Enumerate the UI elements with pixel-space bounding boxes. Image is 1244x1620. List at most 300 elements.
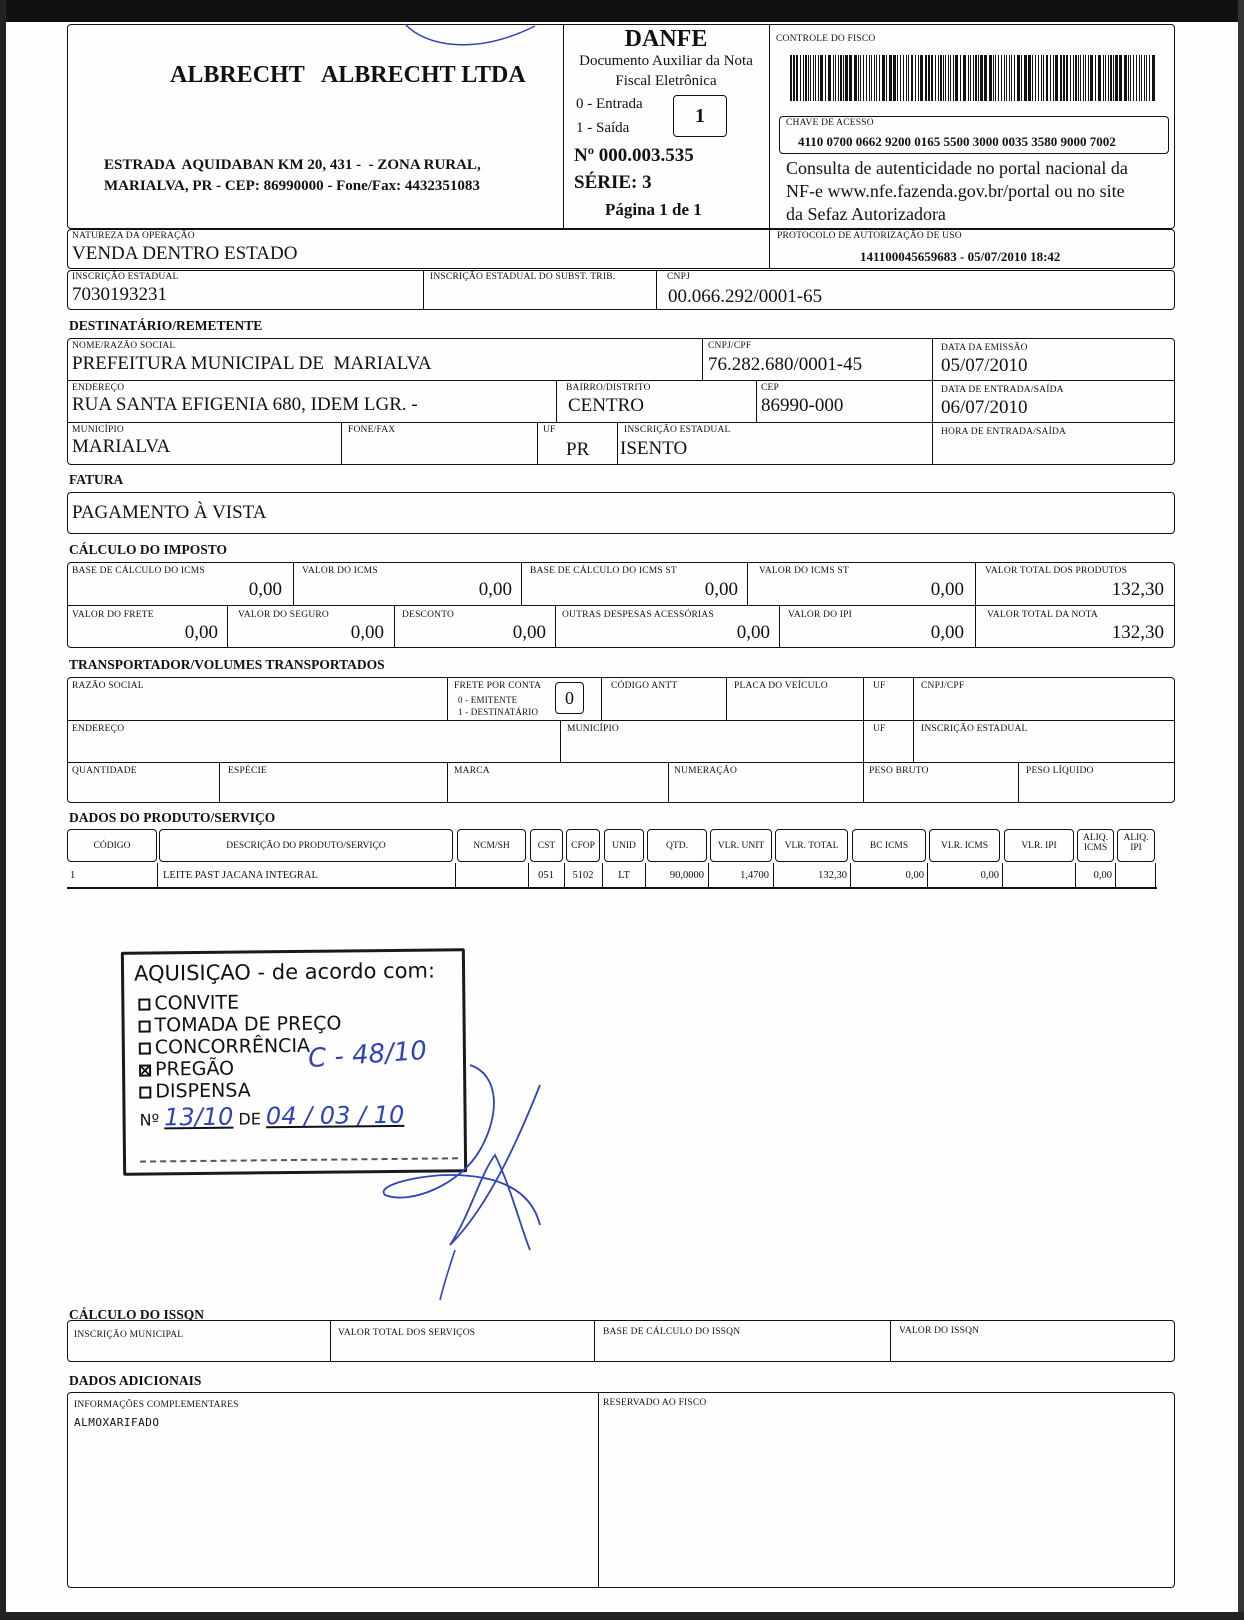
dest-uf-label: UF — [543, 425, 556, 435]
emitter-address-line1: ESTRADA AQUIDABAN KM 20, 431 - - ZONA RURAL, — [104, 157, 481, 173]
cell-descricao: LEITE PAST JACANA INTEGRAL — [163, 870, 318, 881]
imposto-row-line — [67, 605, 1175, 606]
th-aliq-icms: ALIQ. ICMS — [1082, 833, 1109, 853]
destinatario-section-title: DESTINATÁRIO/REMETENTE — [69, 318, 263, 333]
barcode-bar — [808, 55, 809, 101]
barcode-bar — [911, 55, 913, 101]
stamp-option-pregao-label: PREGÃO — [154, 1057, 235, 1081]
danfe-serie: SÉRIE: 3 — [574, 172, 652, 193]
stamp-option-dispensa — [139, 1079, 251, 1102]
cell-vunit: 1,4700 — [740, 870, 769, 881]
th-cst: CST — [537, 841, 556, 851]
transporte-frame — [67, 677, 1175, 803]
barcode-bar — [908, 55, 909, 101]
consulta-line2: NF-e www.nfe.fazenda.gov.br/portal ou no site — [786, 181, 1125, 201]
adicionais-section-title: DADOS ADICIONAIS — [69, 1373, 202, 1388]
barcode-bar — [968, 55, 969, 101]
barcode-bar — [975, 55, 977, 101]
danfe-title: DANFE — [624, 26, 708, 52]
barcode-bar — [871, 55, 872, 101]
cnpj-label: CNPJ — [667, 272, 690, 282]
barcode-bar — [953, 55, 954, 101]
th-qtd: QTD. — [666, 841, 688, 851]
barcode-bar — [810, 55, 811, 101]
barcode-bar — [815, 55, 816, 101]
barcode-bar — [1119, 55, 1122, 101]
row-div-5 — [602, 863, 603, 887]
barcode-bar — [1032, 55, 1033, 101]
transp-frete-op0: 0 - EMITENTE — [458, 695, 518, 705]
barcode-bar — [825, 55, 826, 101]
v-st-label: VALOR DO ICMS ST — [759, 566, 849, 576]
natureza-value: VENDA DENTRO ESTADO — [72, 243, 298, 264]
scan-top-edge — [0, 0, 1244, 22]
transp-ie-label: INSCRIÇÃO ESTADUAL — [921, 724, 1028, 734]
barcode-bar — [918, 55, 919, 101]
barcode-bar — [906, 55, 907, 101]
th-vipi: VLR. IPI — [1021, 841, 1057, 851]
dest-cep-label: CEP — [761, 383, 780, 393]
adicionais-frame — [67, 1392, 1175, 1588]
barcode-bar — [843, 55, 844, 101]
tr-div-2 — [601, 677, 602, 720]
cell-aliq-icms: 0,00 — [1093, 870, 1112, 881]
transp-line-2 — [67, 762, 1175, 763]
natureza-divider — [769, 229, 770, 269]
frete-value: 0,00 — [184, 622, 218, 643]
transp-antt-label: CÓDIGO ANTT — [611, 681, 678, 691]
desconto-value: 0,00 — [512, 622, 546, 643]
stamp-option-tomada — [138, 1013, 341, 1037]
barcode-bar — [1075, 55, 1077, 101]
danfe-numero: Nº 000.003.535 — [574, 145, 694, 166]
cell-codigo: 1 — [70, 870, 76, 881]
danfe-subtitle-2: Fiscal Eletrônica — [615, 73, 717, 89]
barcode-bar — [1046, 55, 1048, 101]
outras-label: OUTRAS DESPESAS ACESSÓRIAS — [562, 610, 714, 620]
barcode-bar — [1105, 55, 1106, 101]
transp-frete-box — [555, 682, 584, 714]
cell-unid: LT — [618, 870, 630, 881]
ie-st-label: INSCRIÇÃO ESTADUAL DO SUBST. TRIB. — [430, 272, 616, 282]
dest-emissao-label: DATA DA EMISSÃO — [941, 343, 1028, 353]
row-div-2 — [455, 863, 456, 887]
barcode-bar — [800, 55, 801, 101]
barcode-bar — [1108, 55, 1109, 101]
barcode-bar — [1035, 55, 1036, 101]
barcode-bar — [790, 55, 792, 101]
produtos-section-title: DADOS DO PRODUTO/SERVIÇO — [69, 810, 276, 825]
barcode-bar — [1152, 55, 1155, 101]
barcode-bar — [940, 55, 942, 101]
scan-right-edge — [1238, 0, 1244, 1620]
ipi-label: VALOR DO IPI — [788, 610, 852, 620]
barcode-bar — [973, 55, 974, 101]
dest-bairro-label: BAIRRO/DISTRITO — [566, 383, 651, 393]
dest-municipio: MARIALVA — [72, 436, 171, 457]
imp-div-3 — [747, 562, 748, 605]
seguro-value: 0,00 — [350, 622, 384, 643]
frete-label: VALOR DO FRETE — [72, 610, 154, 620]
row-div-1 — [157, 863, 158, 887]
barcode-bar — [1128, 55, 1129, 101]
controle-fisco-label: CONTROLE DO FISCO — [776, 34, 876, 44]
transp-municipio-label: MUNICÍPIO — [567, 724, 619, 734]
transp-frete-label: FRETE POR CONTA — [454, 681, 542, 691]
th-aliq-ipi: ALIQ. IPI — [1123, 833, 1149, 853]
barcode-bar — [882, 55, 885, 101]
v-icms-value: 0,00 — [478, 579, 512, 600]
barcode-bar — [1073, 55, 1074, 101]
stamp-option-concorrencia — [139, 1035, 310, 1059]
th-vicms: VLR. ICMS — [941, 841, 988, 851]
stamp-de: DE — [238, 1109, 262, 1129]
desconto-label: DESCONTO — [402, 610, 455, 620]
dest-cep: 86990-000 — [761, 395, 844, 416]
barcode-bar — [828, 55, 831, 101]
barcode-bar — [863, 55, 864, 101]
row-div-6 — [645, 863, 646, 887]
barcode-bar — [984, 55, 987, 101]
row-div-9 — [850, 863, 851, 887]
transp-numeracao-label: NUMERAÇÃO — [674, 766, 738, 776]
barcode-bar — [1017, 55, 1020, 101]
fisco-reservado-label: RESERVADO AO FISCO — [603, 1398, 707, 1408]
stamp-option-convite-label: CONVITE — [154, 991, 240, 1015]
barcode-bar — [838, 55, 839, 101]
checkbox-dispensa — [139, 1086, 151, 1098]
dest-emissao: 05/07/2010 — [941, 355, 1028, 376]
barcode-bar — [1041, 55, 1042, 101]
stamp-option-dispensa-label: DISPENSA — [155, 1079, 251, 1103]
dest-entrada-label: DATA DE ENTRADA/SAÍDA — [941, 385, 1064, 395]
row-div-8 — [773, 863, 774, 887]
danfe-saida: 1 - Saída — [576, 120, 630, 136]
barcode-bar — [793, 55, 795, 101]
barcode-bar — [1011, 55, 1012, 101]
ie-row — [67, 270, 1175, 310]
tr-div-10 — [1018, 762, 1019, 803]
barcode-bar — [1053, 55, 1054, 101]
issqn-vserv-label: VALOR TOTAL DOS SERVIÇOS — [338, 1328, 476, 1338]
dest-ie: ISENTO — [620, 438, 688, 459]
imp-div-1 — [293, 562, 294, 605]
outras-value: 0,00 — [736, 622, 770, 643]
ie-divider-1 — [423, 270, 424, 310]
th-vtotal: VLR. TOTAL — [784, 841, 839, 851]
dest-bairro: CENTRO — [568, 395, 644, 416]
checkbox-tomada — [139, 1020, 151, 1032]
fatura-texto: PAGAMENTO À VISTA — [72, 502, 267, 523]
barcode-bar — [1021, 55, 1022, 101]
transp-line-1 — [67, 720, 1175, 721]
transp-bruto-label: PESO BRUTO — [869, 766, 929, 776]
barcode-bar — [840, 55, 842, 101]
row-div-13 — [1115, 863, 1116, 887]
barcode-bar — [1136, 55, 1137, 101]
issqn-div-1 — [330, 1320, 331, 1362]
barcode-bar — [920, 55, 923, 101]
tr-div-1 — [447, 677, 448, 720]
v-st-value: 0,00 — [930, 579, 964, 600]
issqn-im-label: INSCRIÇÃO MUNICIPAL — [74, 1330, 184, 1340]
transp-frete-op1: 1 - DESTINATÁRIO — [458, 707, 539, 717]
barcode-bar — [900, 55, 901, 101]
v-prod-label: VALOR TOTAL DOS PRODUTOS — [985, 566, 1128, 576]
barcode-bar — [925, 55, 927, 101]
transp-uf2-label: UF — [873, 724, 886, 734]
barcode-bar — [1028, 55, 1031, 101]
cell-bc: 0,00 — [905, 870, 924, 881]
consulta-line3: da Sefaz Autorizadora — [786, 204, 946, 224]
barcode-bar — [1139, 55, 1140, 101]
barcode-bar — [897, 55, 898, 101]
barcode-bar — [1115, 55, 1118, 101]
barcode-bar — [989, 55, 992, 101]
barcode-bar — [820, 55, 823, 101]
tr-div-6 — [560, 720, 561, 762]
emitter-address-line2: MARIALVA, PR - CEP: 86990000 - Fone/Fax: 4432351083 — [104, 178, 480, 194]
barcode-bar — [893, 55, 896, 101]
barcode-bar — [1088, 55, 1089, 101]
transp-frete-value: 0 — [565, 688, 574, 708]
barcode-bar — [970, 55, 971, 101]
barcode-bar — [1070, 55, 1071, 101]
barcode-bar — [1146, 55, 1147, 101]
transporte-section-title: TRANSPORTADOR/VOLUMES TRANSPORTADOS — [69, 657, 385, 672]
tr-div-4 — [863, 677, 864, 803]
v-nota-label: VALOR TOTAL DA NOTA — [987, 610, 1098, 620]
issqn-div-2 — [594, 1320, 595, 1362]
dest-endereco-label: ENDEREÇO — [72, 383, 125, 393]
imp-div-5 — [227, 605, 228, 648]
fatura-section-title: FATURA — [69, 472, 124, 487]
stamp-option-tomada-label: TOMADA DE PREÇO — [154, 1012, 342, 1037]
consulta-line1: Consulta de autenticidade no portal nacional da — [786, 158, 1128, 178]
barcode-bar — [948, 55, 949, 101]
natureza-label: NATUREZA DA OPERAÇÃO — [72, 231, 195, 241]
danfe-tipo-box — [673, 95, 727, 137]
barcode-bar — [1130, 55, 1131, 101]
ie-label: INSCRIÇÃO ESTADUAL — [72, 272, 179, 282]
issqn-div-3 — [890, 1320, 891, 1362]
barcode-bar — [869, 55, 870, 101]
barcode-bar — [1095, 55, 1096, 101]
barcode-bar — [1038, 55, 1039, 101]
chave-acesso: 4110 0700 0662 9200 0165 5500 3000 0035 3580 9000 7002 — [798, 134, 1116, 149]
v-prod-value: 132,30 — [1111, 579, 1164, 600]
barcode-bar — [1004, 55, 1005, 101]
barcode-bar — [796, 55, 798, 101]
emitter-name: ALBRECHT ALBRECHT LTDA — [170, 62, 526, 88]
barcode-bar — [945, 55, 946, 101]
barcode-bar — [1001, 55, 1002, 101]
row-div-14 — [1155, 863, 1156, 887]
barcode-bar — [915, 55, 916, 101]
barcode-bar — [1098, 55, 1101, 101]
dest-municipio-label: MUNICÍPIO — [72, 425, 124, 435]
ipi-value: 0,00 — [930, 622, 964, 643]
barcode-bar — [938, 55, 939, 101]
barcode — [790, 55, 1156, 101]
row-div-12 — [1075, 863, 1076, 887]
barcode-bar — [833, 55, 834, 101]
barcode-bar — [963, 55, 966, 101]
dest-ie-label: INSCRIÇÃO ESTADUAL — [624, 425, 731, 435]
tr-div-7 — [219, 762, 220, 803]
protocolo-value: 141100045659683 - 05/07/2010 18:42 — [860, 249, 1061, 264]
stamp-title: AQUISIÇAO - de acordo com: — [133, 958, 436, 986]
dest-div-6 — [537, 422, 538, 465]
tr-div-5 — [913, 677, 914, 762]
barcode-bar — [980, 55, 983, 101]
stamp-numero-row — [139, 1100, 405, 1132]
barcode-bar — [1055, 55, 1058, 101]
barcode-bar — [858, 55, 859, 101]
th-descricao: DESCRIÇÃO DO PRODUTO/SERVIÇO — [226, 841, 386, 851]
dest-div-5 — [341, 422, 342, 465]
info-label: INFORMAÇÕES COMPLEMENTARES — [74, 1400, 239, 1410]
danfe-entrada: 0 - Entrada — [576, 96, 643, 112]
barcode-bar — [928, 55, 930, 101]
barcode-bar — [860, 55, 861, 101]
danfe-subtitle-1: Documento Auxiliar da Nota — [579, 53, 753, 69]
cell-cfop: 5102 — [572, 870, 594, 881]
barcode-bar — [879, 55, 880, 101]
barcode-bar — [889, 55, 892, 101]
v-nota-value: 132,30 — [1111, 622, 1164, 643]
imposto-section-title: CÁLCULO DO IMPOSTO — [69, 542, 228, 557]
barcode-bar — [1050, 55, 1051, 101]
barcode-bar — [813, 55, 814, 101]
tr-div-9 — [668, 762, 669, 803]
row-div-10 — [927, 863, 928, 887]
barcode-bar — [1080, 55, 1081, 101]
th-cfop: CFOP — [571, 841, 595, 851]
barcode-bar — [1110, 55, 1112, 101]
transp-marca-label: MARCA — [454, 766, 490, 776]
barcode-bar — [1009, 55, 1010, 101]
barcode-bar — [943, 55, 944, 101]
imp-div-2 — [521, 562, 522, 605]
ie-value: 7030193231 — [72, 284, 167, 305]
dest-div-3 — [556, 380, 557, 422]
dest-nome-label: NOME/RAZÃO SOCIAL — [72, 341, 176, 351]
tr-div-8 — [447, 762, 448, 803]
dest-cnpj-label: CNPJ/CPF — [708, 341, 752, 351]
transp-endereco-label: ENDEREÇO — [72, 724, 125, 734]
barcode-bar — [1043, 55, 1044, 101]
barcode-bar — [1090, 55, 1093, 101]
danfe-tipo: 1 — [695, 105, 705, 127]
barcode-bar — [1006, 55, 1007, 101]
barcode-bar — [805, 55, 807, 101]
handwritten-reference: C - 48/10 — [307, 1035, 428, 1075]
barcode-bar — [903, 55, 904, 101]
barcode-bar — [1133, 55, 1134, 101]
bc-icms-value: 0,00 — [248, 579, 282, 600]
dest-div-4 — [756, 380, 757, 422]
dest-div-7 — [617, 422, 618, 465]
barcode-bar — [1024, 55, 1027, 101]
checkbox-concorrencia — [139, 1042, 151, 1054]
dest-fone-label: FONE/FAX — [348, 425, 396, 435]
barcode-bar — [993, 55, 994, 101]
th-bc: BC ICMS — [869, 841, 909, 851]
imp-div-7 — [555, 605, 556, 648]
produtos-table — [67, 829, 1177, 889]
bc-st-label: BASE DE CÁLCULO DO ICMS ST — [530, 566, 677, 576]
barcode-bar — [1113, 55, 1114, 101]
ie-divider-2 — [656, 270, 657, 310]
stamp-data: 04 / 03 / 10 — [265, 1100, 405, 1131]
dest-entrada: 06/07/2010 — [941, 397, 1028, 418]
dest-div-1 — [702, 338, 703, 380]
transp-especie-label: ESPÉCIE — [228, 766, 267, 776]
transp-uf-label: UF — [873, 681, 886, 691]
row-div-4 — [564, 863, 565, 887]
stamp-option-convite — [138, 992, 239, 1015]
dest-cnpj: 76.282.680/0001-45 — [708, 354, 863, 375]
issqn-v-label: VALOR DO ISSQN — [899, 1326, 980, 1336]
signature — [380, 1055, 560, 1305]
barcode-bar — [886, 55, 887, 101]
barcode-bar — [866, 55, 867, 101]
header-scribble — [395, 16, 545, 56]
barcode-bar — [1078, 55, 1079, 101]
imp-div-4 — [975, 562, 976, 648]
checkbox-pregao-checked — [139, 1064, 151, 1076]
barcode-bar — [1014, 55, 1015, 101]
dest-endereco: RUA SANTA EFIGENIA 680, IDEM LGR. - — [72, 394, 418, 415]
row-div-7 — [708, 863, 709, 887]
barcode-bar — [960, 55, 961, 101]
barcode-bar — [874, 55, 875, 101]
barcode-bar — [1066, 55, 1068, 101]
transp-qtd-label: QUANTIDADE — [72, 766, 137, 776]
transp-razao-label: RAZÃO SOCIAL — [72, 681, 144, 691]
barcode-bar — [1083, 55, 1084, 101]
cell-vtotal: 132,30 — [818, 870, 847, 881]
barcode-bar — [803, 55, 804, 101]
barcode-bar — [1060, 55, 1062, 101]
barcode-bar — [950, 55, 951, 101]
th-codigo: CÓDIGO — [93, 841, 131, 851]
scan-left-edge — [0, 0, 6, 1620]
barcode-bar — [995, 55, 996, 101]
th-unid: UNID — [612, 841, 636, 851]
dest-row-line-2 — [67, 422, 1175, 423]
th-ncm: NCM/SH — [473, 841, 510, 851]
dest-uf: PR — [566, 439, 590, 460]
danfe-pagina: Página 1 de 1 — [605, 200, 702, 219]
cnpj-value: 00.066.292/0001-65 — [668, 286, 823, 307]
checkbox-convite — [138, 999, 150, 1011]
barcode-bar — [1085, 55, 1086, 101]
barcode-bar — [1144, 55, 1145, 101]
transp-cnpj-label: CNPJ/CPF — [921, 681, 965, 691]
scan-bottom-edge — [0, 1612, 1244, 1620]
transp-liquido-label: PESO LÍQUIDO — [1026, 766, 1094, 776]
barcode-bar — [1141, 55, 1142, 101]
tr-div-3 — [726, 677, 727, 720]
dest-nome: PREFEITURA MUNICIPAL DE MARIALVA — [72, 353, 432, 374]
adicionais-divider — [598, 1392, 599, 1588]
barcode-bar — [978, 55, 979, 101]
dest-div-2 — [932, 338, 933, 465]
barcode-bar — [854, 55, 857, 101]
barcode-bar — [876, 55, 877, 101]
